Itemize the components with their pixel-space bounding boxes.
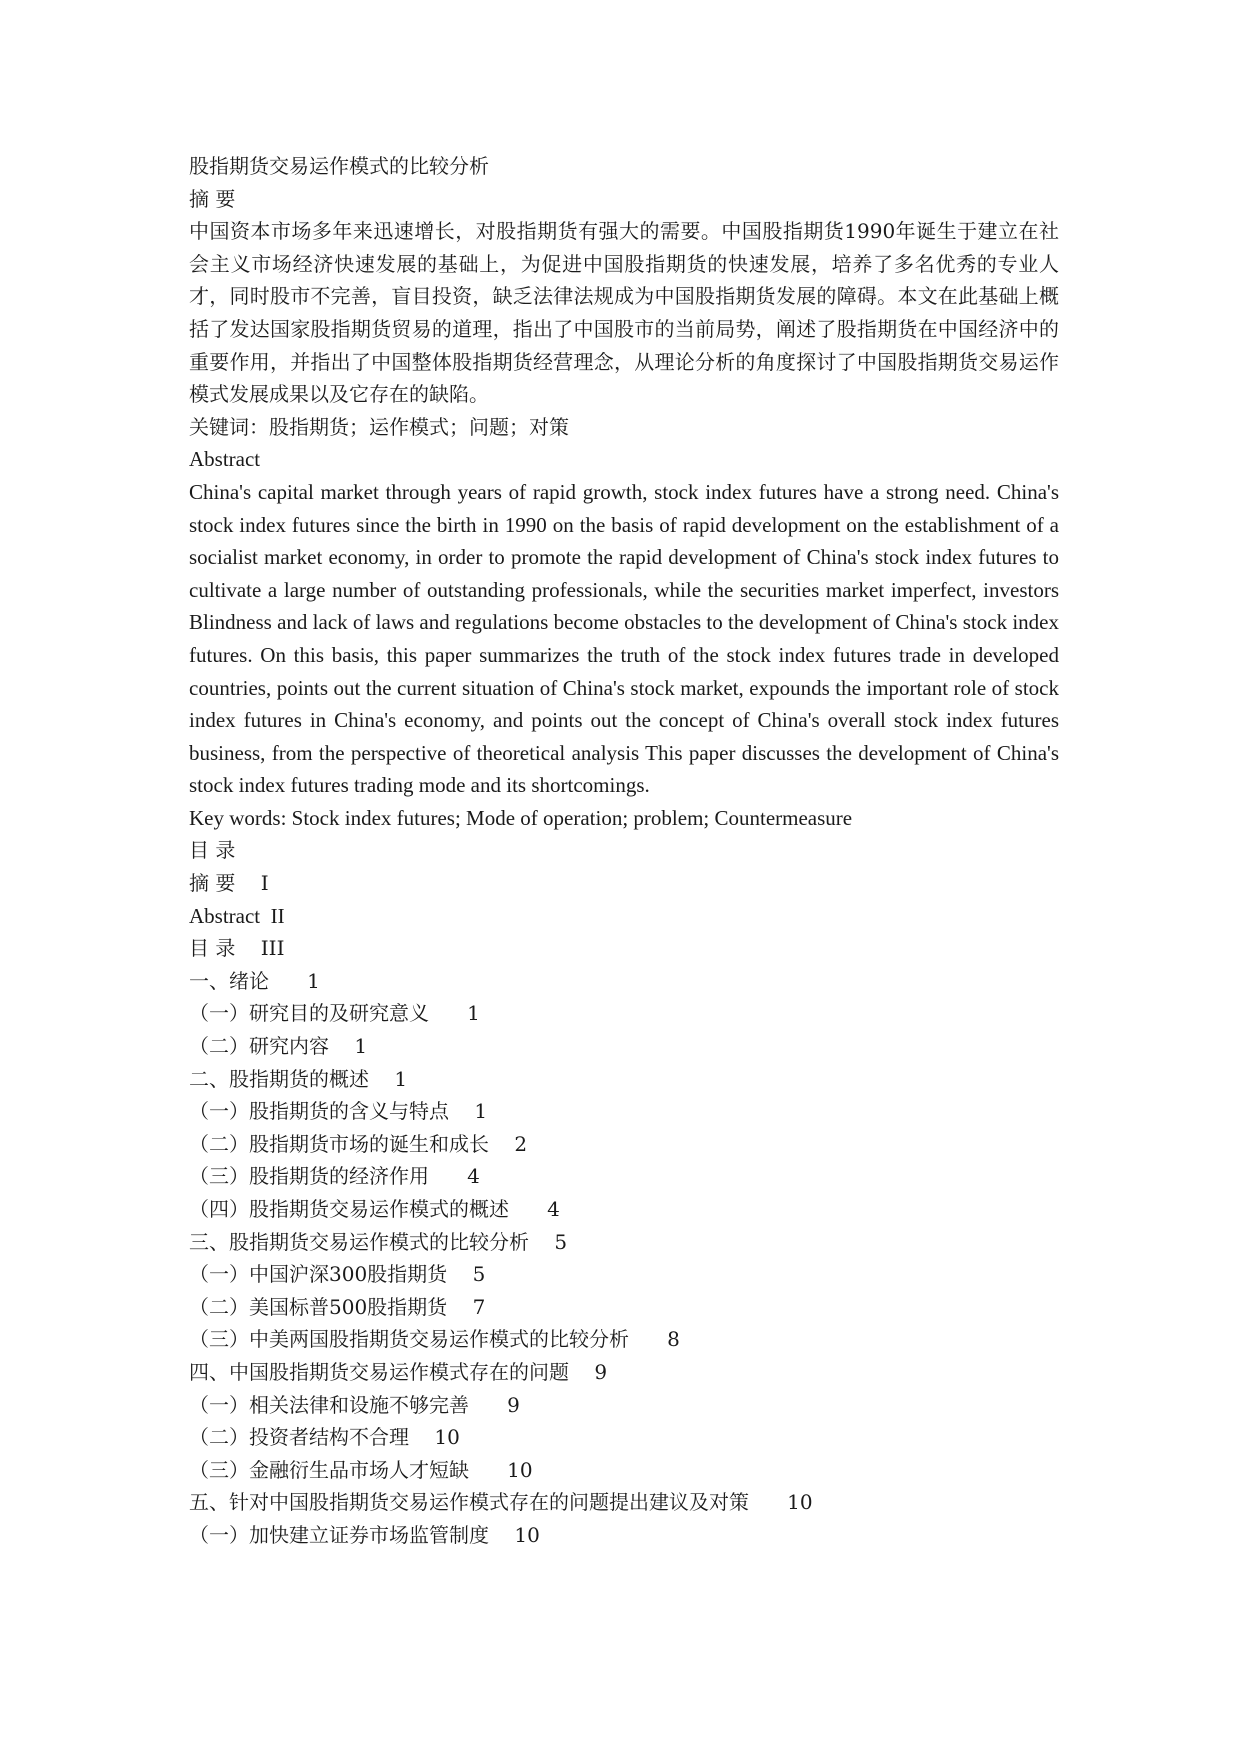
toc-entry: （三）股指期货的经济作用 4 [189,1164,480,1189]
toc-entry: Abstract II [189,903,285,928]
toc-entry: （一）研究目的及研究意义 1 [189,1001,480,1026]
toc-heading: 目 录 [189,838,236,863]
toc-entry: （四）股指期货交易运作模式的概述 4 [189,1197,560,1221]
abstract-en-text: China's capital market through years of rapid growth, stock index futures have a strong need. China's stock index futures since the birth in 1990 on the basis of rapid development on the establishment of a socialist market economy, in order to promote the rapid development of China's stock index futures to cultivate a large number of outstanding professionals, while the securities market imperfect, investors Blindness and lack of laws and regulations become obstacles to the development of China's stock index futures. On this basis, this paper summarizes the truth of the stock index futures trade in developed countries, points out the current situation of China's stock market, expounds the important role of stock index futures in China's economy, and points out the concept of China's overall stock index futures business, from the perspective of theoretical analysis This paper discusses the development of China's stock index futures trading mode and its shortcomings. [189,479,1059,798]
document-page [189,150,1059,1552]
toc-entry: （三）金融衍生品市场人才短缺 10 [189,1457,533,1482]
toc-entry: （一）加快建立证券市场监管制度 10 [189,1522,540,1547]
toc-entry: （二）美国标普500股指期货 7 [189,1294,486,1319]
toc-entry: （一）股指期货的含义与特点 1 [189,1099,488,1124]
toc-entry: （一）相关法律和设施不够完善 9 [189,1392,520,1417]
toc-entry: （二）研究内容 1 [189,1034,368,1059]
toc-entry: 一、绪论 1 [189,968,320,993]
document-title: 股指期货交易运作模式的比较分析 [189,154,489,178]
table-of-contents [189,867,1059,1551]
toc-entry: （二）投资者结构不合理 10 [189,1425,460,1450]
toc-entry: 目 录 III [189,936,285,961]
keywords-en: Key words: Stock index futures; Mode of operation; problem; Countermeasure [189,805,853,830]
abstract-en-heading: Abstract [189,447,261,472]
toc-entry: 摘 要 I [189,871,269,896]
toc-entry: 五、针对中国股指期货交易运作模式存在的问题提出建议及对策 10 [189,1490,813,1515]
toc-entry: （三）中美两国股指期货交易运作模式的比较分析 8 [189,1327,680,1352]
abstract-cn-text: 中国资本市场多年来迅速增长，对股指期货有强大的需要。中国股指期货1990年诞生于建立在社会主义市场经济快速发展的基础上，为促进中国股指期货的快速发展，培养了多名优秀的专业人才，同时股市不完善，盲目投资，缺乏法律法规成为中国股指期货发展的障碍。本文在此基础上概括了发达国家股指期货贸易的道理，指出了中国股市的当前局势，阐述了股指期货在中国经济中的重要作用，并指出了中国整体股指期货经营理念，从理论分析的角度探讨了中国股指期货交易运作模式发展成果以及它存在的缺陷。 [189,219,1059,407]
toc-entry: 三、股指期货交易运作模式的比较分析 5 [189,1229,568,1254]
toc-entry: 四、中国股指期货交易运作模式存在的问题 9 [189,1359,608,1384]
abstract-cn-heading: 摘 要 [189,186,236,211]
keywords-cn: 关键词：股指期货；运作模式；问题；对策 [189,414,569,439]
toc-entry: （二）股指期货市场的诞生和成长 2 [189,1131,528,1156]
toc-entry: 二、股指期货的概述 1 [189,1066,408,1091]
toc-entry: （一）中国沪深300股指期货 5 [189,1262,486,1287]
